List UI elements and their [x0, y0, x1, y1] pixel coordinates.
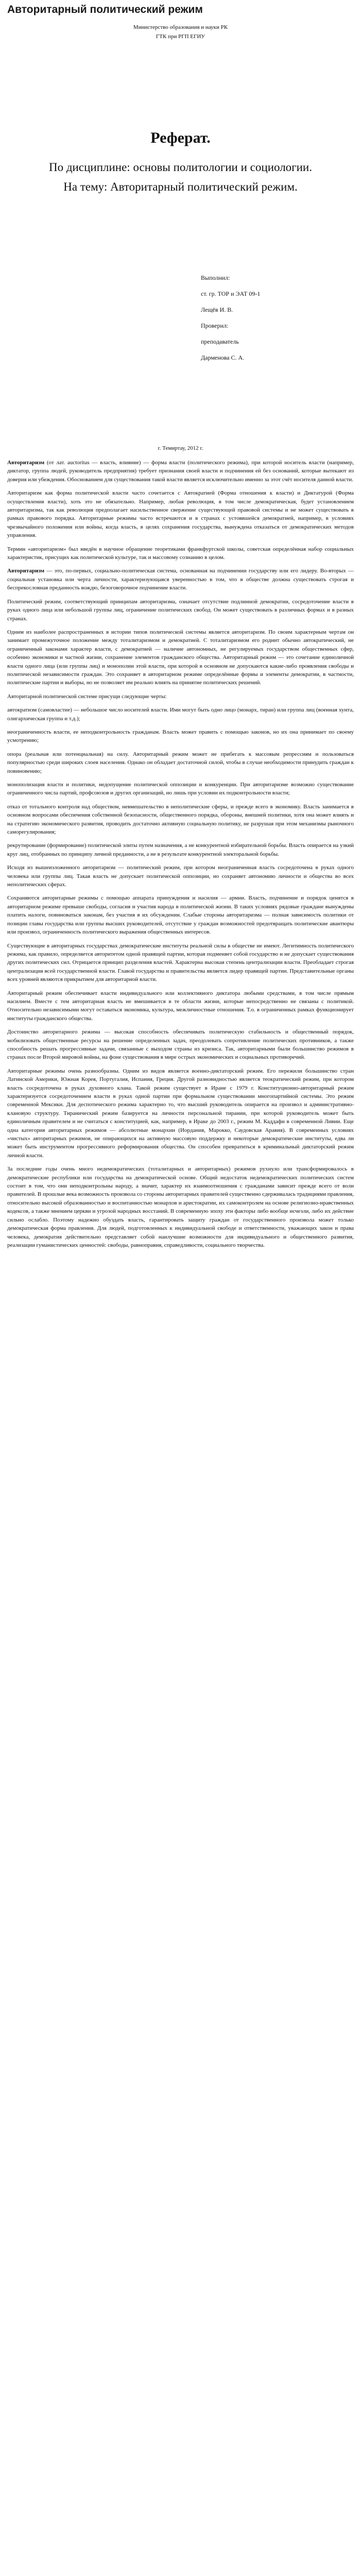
paragraph-text: Авторитарной политической системе присущи следующие черты: [7, 693, 167, 700]
page-title: Авторитарный политический режим [7, 4, 203, 15]
body-paragraph [7, 489, 354, 539]
header-block [7, 23, 354, 41]
paragraph-text: монополизация власти и политики, недопущение политической оппозиции и конкуренции. При авторитаризме возможно существование ограниченного числа партий, профсоюзов и других организаций, но лишь при условии их подконтрольности власти; [7, 782, 354, 796]
body-paragraph [7, 750, 354, 775]
done-label: Выполнил: [201, 274, 230, 281]
body-paragraph [7, 863, 354, 889]
body-paragraph [7, 989, 354, 1023]
body-paragraph [7, 1067, 354, 1160]
body-paragraph [7, 894, 354, 936]
paragraph-text: Авторитарные режимы очень разнообразны. Одним из видов является военно-диктаторский режим. Его пережили большинство стран Латинской Америки, Южная Корея, Португалия, Испания, Греция. Другой разновидностью является теократический режим, при котором власть сосредоточена в руках духовного клана. Такой режим существует в Иране с 1979 г. Конституционно-авторитарный режим характеризуется сосредоточением власти в руках одной партии при формальном существовании многопартийной системы. Это режим современной Мексики. Для деспотического режима характерно то, что высший руководитель опирается на произвол и административно-клановую структуру. Тиранический режим базируется на личности персональной тирании, при которой руководитель может быть единоличным правителем и не считаться с конституцией, как, например, в Ираке до 2003 г., режим М. Каддафи в современной Ливии. Еще одна категория авторитарных режимов — абсолютные монархии (Иордания, Марокко, Саудовская Аравия). В современных условиях «чистых» авторитарных режимов, не опирающихся на активную массовую поддержку и некоторые демократические институты, едва ли может быть инструментом прогрессивного реформирования общества. Он способен превратиться в криминальный диктаторский режим личной власти. [7, 1067, 354, 1159]
body-paragraph [7, 692, 354, 701]
university-line: ГТК при РГП ЕГИУ [156, 33, 205, 40]
body-paragraph [7, 628, 354, 687]
paragraph-text: Авторитарный режим обеспечивает власти индивидуального или коллективного диктатора любыми средствами, в том числе прямым насилием. Вместе с тем авторитарная власть не вмешивается в те области жизни, которые непосредственно не связаны с политикой. Относительно независимыми могут оставаться экономика, культура, межличностные отношения. Т.о. в ограниченных рамках функционирует институты гражданского общества. [7, 990, 354, 1022]
paragraph-text: Сохраняются авторитарные режимы с помощью аппарата принуждения и насилия — армии. Власть, подчинение и порядок ценятся в авторитарном режиме превыше свободы, согласия и участия народа в политической жизни. В таких условиях рядовые граждане вынуждены платить налоги, повиноваться законам, без участия в их обсуждении. Слабые стороны авторитаризма — полная зависимость политики от позиции главы государства или группы высших руководителей, отсутствие у граждан возможностей предотвращать политические авантюры или произвол, ограниченность политического выражения общественных интересов. [7, 895, 354, 936]
subject-line: По дисциплине: основы политологии и социологии. [49, 161, 312, 174]
city-year: г. Темиртау, 2012 г. [158, 445, 203, 451]
student-group: ст. гр. ТОР и ЭАТ 09-1 [201, 290, 261, 297]
term-highlight: Авторитаризм [7, 568, 45, 574]
body-paragraph [7, 706, 354, 723]
body-paragraph [7, 459, 354, 484]
paragraph-text: Одним из наиболее распространенных в истории типов политической системы является авторитаризм. По своим характерным чертам он занимает промежуточное положение между тоталитаризмом и демократией. С тоталитаризмом его роднит обычно автократический, не ограниченный законами характер власти, с демократией — наличие автономных, не регулируемых государством общественных сфер, особенно экономики и частной жизни, сохранение элементов гражданского общества. Авторитарный режим — это сочетание единоличной власти одного лица (или группы лиц) и монополии этой власти, при которой в основном не допускаются какие-либо проявления свободы и политической независимости граждан. Это сохраняет в авторитарном режиме определённые формы и элементы демократии, в частности, политические партии и выборы, но не позволяет им реально влиять на принятие политических решений. [7, 629, 354, 686]
body-paragraph [7, 1165, 354, 1249]
paragraph-text: Термин «авторитаризм» был введён в научное обращение теоретиками франкфуртской школы, советская определённая набор социальных характеристик, присущих как политической культуре, так и массовому сознанию в целом. [7, 546, 354, 561]
body-paragraph [7, 803, 354, 837]
paragraph-text: За последние годы очень много недемократических (тоталитарных и авторитарных) режимов рухнуло или трансформировалось в демократические республики или государства на демократической основе. Общий недостаток недемократических политических систем состоит в том, что они неподконтрольны народу, а значит, характер их взаимоотношения с гражданами зависит прежде всего от воли правителей. В прошлые века возможность произвола со стороны авторитарных правителей существенно сдерживалась традициями правления, относительно высокой образованностью и воспитанностью монархов и аристократии, их самоконтролем на основе религиозно-нравственных кодексов, а также мнением церкви и угрозой народных восстаний. В современную эпоху эти факторы либо вообще исчезли, либо их действие сильно ослабло. Поэтому надежно обуздать власть, гарантировать защиту граждан от государственного произвола может только демократическая форма правления. Для людей, подготовленных к индивидуальной свободе и ответственности, уважающих закон и права человека, демократия действительно представляет собой наилучшие возможности для индивидуального и общественного развития, реализации гуманистических ценностей: свободы, равноправия, справедливости, социального творчества. [7, 1166, 354, 1248]
body-paragraph [7, 598, 354, 623]
paragraph-text: Исходя из вышеизложенного авторитаризм — политический режим, при котором неограниченная власть сосредоточена в руках одного человека или группы лиц. Такая власть не допускает политической оппозиции, но сохраняет автономию личности и общества во всех неполитических сферах. [7, 865, 354, 888]
body-paragraph [7, 942, 354, 984]
report-title: Реферат. [150, 129, 211, 146]
body-paragraph [7, 1028, 354, 1062]
ministry-line: Министерство образования и науки РК [133, 24, 228, 30]
paragraph-text: (от лат. auctoritas — власть, влияние) — форма власти (политического режима), при которой носитель власти (например, диктатор, группа людей, руководитель предприятия) требует признания своей власти и подчинения ей без оснований, которые вытекают из доверия или убеждения. Обоснованием для существования такой власти является исключительно именно за этот счёт носителя данной власти. [7, 460, 354, 483]
paragraph-text: автократизм (самовластие) — небольшое число носителей власти. Ими могут быть одно лицо (монарх, тиран) или группа лиц (военная хунта, олигархическая группа и т.д.); [7, 707, 354, 722]
paragraph-text: — это, по-первых, социально-политическая система, основанная на подчинении государству или его лидеру. Во-вторых — социальная установка или черта личности, характеризующаяся уверенностью в том, что в обществе должна существовать строгая и беспрекословная преданность вождю, безоговорочное подчинение власти. [7, 568, 354, 591]
student-name: Лещёв И. В. [201, 306, 233, 313]
paragraph-text: отказ от тотального контроля над обществом, невмешательство в неполитические сферы, и прежде всего в экономику. Власть занимается в основном вопросами обеспечения собственной безопасности, общественного порядка, обороны, внешней политики, хотя она может влиять и на стратегию экономического развития, проводить достаточно активную социальную политику, не разрушая при этом механизмы рыночного саморегулирования; [7, 803, 354, 836]
paragraph-text: Существующие в авторитарных государствах демократические институты реальной силы в обществе не имеют. Легитимность политического режима, как правило, определяется авторитетом одной правящей партии, которая подменяет собой государство и не допускает существования других политических сил. Отрицается принцип разделения властей. Характерна высокая степень централизации власти. Преобладает строгая централизация всей государственной власти. Главой государства и правительства является лидер правящей партии. Представительные органы всех уровней являются прикрытием для авторитарной власти. [7, 942, 354, 983]
body-text [7, 459, 354, 1249]
teacher-role: преподаватель [201, 338, 239, 345]
paragraph-text: рекрутирование (формирование) политической элиты путем назначения, а не конкурентной избирательной борьбы. Власть опирается на узкий круг лиц, отобранных по принципу личной преданности, а не в результате конкурентной электоральной борьбы. [7, 842, 354, 857]
checked-label: Проверил: [201, 322, 229, 329]
paragraph-text: Авторитаризм как форма политической власти часто сочетается с Автократией (Форма отношения к власти) и Диктатурой (Форма осуществления власти), хоть это не обязательно. Например, любая революция, в том числе демократическая, будет установлением авторитаризма, так как революция предполагает насильственное свержение существующей правовой системы и не может существовать в рамках правового порядка. Авторитарные режимы часто встречаются и в странах с устоявшейся демократией, например, в условиях чрезвычайного положения или войны, когда власть, в целях сохранения государства, вынуждена отказаться от демократических методов управления. [7, 490, 354, 539]
performer-block [201, 272, 354, 363]
paragraph-text: опора (реальная или потенциальная) на силу. Авторитарный режим может не прибегать к массовым репрессиям и пользоваться популярностью среди широких слоев населения. Однако он обладает достаточной силой, чтобы в случае необходимости принудить граждан к повиновению; [7, 751, 354, 774]
topic-line: На тему: Авторитарный политический режим. [63, 180, 298, 193]
body-paragraph [7, 781, 354, 798]
paragraph-text: Достоинство авторитарного режима — высокая способность обеспечивать политическую стабильность и общественный порядок, мобилизовать общественные ресурсы на решение определенных задач, преодолевать сопротивление политических противников, а также способность решать прогрессивные задачи, связанные с выходом страны из кризиса. Так, авторитарными были большинство режимов в странах после Второй мировой войны, на фоне существования в мире острых экономических и социальных противоречий. [7, 1029, 354, 1061]
term-highlight: Авторитаризм [7, 460, 45, 466]
teacher-name: Дарменова С. А. [201, 354, 245, 361]
paragraph-text: Политический режим, соответствующий принципам авторитаризма, означает отсутствие подлинной демократии, сосредоточение власти в руках одного лица или небольшой группы лиц, ограничение политических свобод. Он может существовать в различных формах и в разных странах. [7, 598, 354, 622]
paragraph-text: неограниченность власти, ее неподконтрольность гражданам. Власть может править с помощью законов, но их она принимает по своему усмотрению; [7, 728, 354, 744]
body-paragraph [7, 728, 354, 745]
body-paragraph [7, 567, 354, 592]
body-paragraph [7, 841, 354, 858]
body-paragraph [7, 545, 354, 562]
